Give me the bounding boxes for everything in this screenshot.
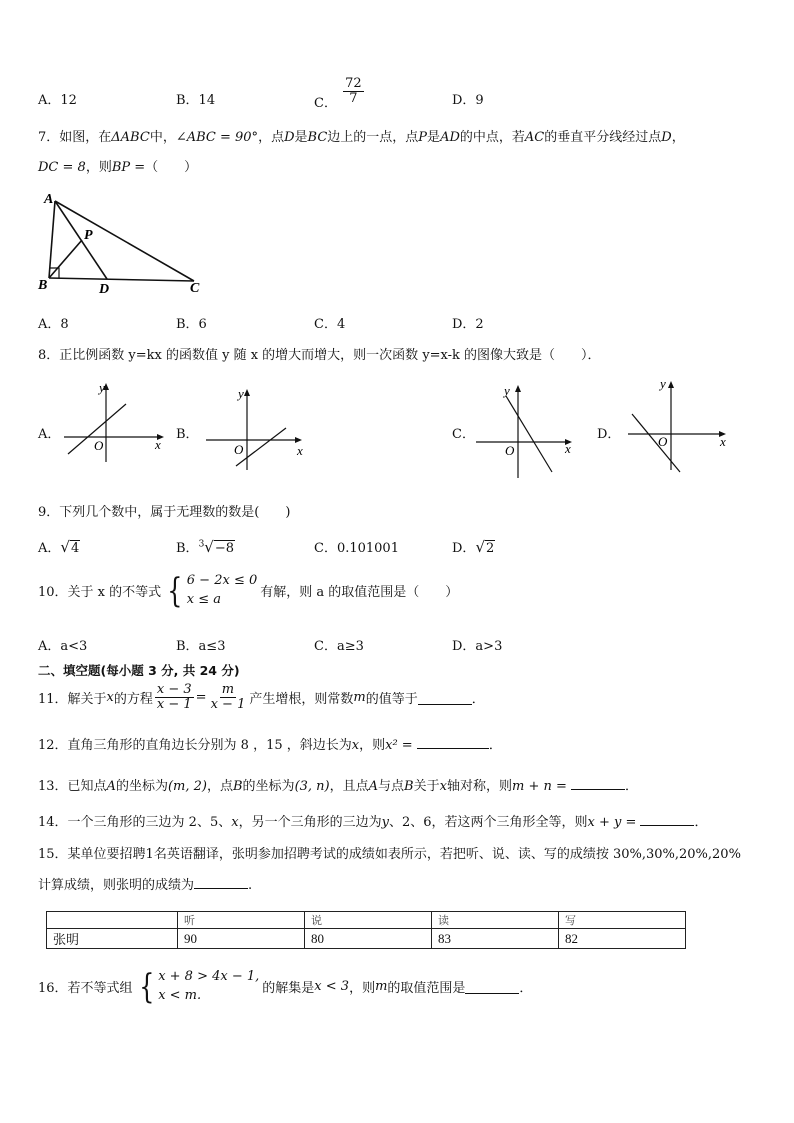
q15-line1: 15．某单位要招聘1名英语翻译，张明参加招聘考试的成绩如表所示，若把听、说、读、写的成绩按 30%,30%,20%,20% bbox=[38, 847, 741, 862]
q12-question: 12．直角三角形的直角边长分别为 8 ，15 ，斜边长为x，则x² = ． bbox=[38, 734, 502, 753]
section-heading: 二、填空题(每小题 3 分, 共 24 分) bbox=[38, 663, 240, 678]
axis-x-label: x bbox=[565, 441, 571, 456]
q10-option-c: C．a≥3 bbox=[314, 639, 364, 654]
table-row bbox=[47, 929, 686, 949]
q6-option-c bbox=[314, 76, 366, 111]
q8-graph-c bbox=[472, 380, 582, 480]
table-header-cell: 听 bbox=[178, 912, 305, 929]
q7-triangle-figure bbox=[36, 188, 211, 296]
table-cell: 90 bbox=[178, 929, 305, 949]
q8-question: 8．正比例函数 y=kx 的函数值 y 随 x 的增大而增大，则一次函数 y=x-k 的图像大致是（ ）． bbox=[38, 348, 601, 363]
axis-y-label: y bbox=[660, 376, 666, 391]
q7-label-a: A bbox=[44, 192, 54, 207]
q7-option-d: D．2 bbox=[452, 317, 484, 332]
q8-graph-b bbox=[198, 382, 313, 472]
q10-option-d: D．a>3 bbox=[452, 639, 503, 654]
sqrt-symbol: √ bbox=[475, 538, 485, 556]
q7-label-d: D bbox=[99, 282, 110, 296]
table-header-cell bbox=[47, 912, 178, 929]
table-header-cell: 说 bbox=[305, 912, 432, 929]
q10-option-b: B．a≤3 bbox=[176, 639, 226, 654]
q9-question: 9．下列几个数中，属于无理数的数是( ) bbox=[38, 505, 291, 520]
q8-label-b: B． bbox=[176, 427, 199, 442]
q9-option-c: C．0.101001 bbox=[314, 541, 399, 556]
q14-question: 14．一个三角形的三边为 2、5、x，另一个三角形的三边为y、2、6，若这两个三角形全等，则x + y = ． bbox=[38, 811, 708, 830]
q8-label-a: A． bbox=[38, 427, 61, 442]
axis-y-label: y bbox=[238, 386, 244, 401]
q7-option-a: A．8 bbox=[38, 317, 69, 332]
answer-blank[interactable] bbox=[571, 775, 625, 790]
q9-option-a: A．√4 bbox=[38, 538, 80, 556]
axis-y-label: y bbox=[99, 380, 105, 395]
q8-label-c: C． bbox=[452, 427, 475, 442]
table-cell: 83 bbox=[432, 929, 559, 949]
q16-inequality-system: { x + 8 > 4x − 1, x < m. bbox=[138, 966, 260, 1007]
table-cell: 张明 bbox=[47, 929, 178, 949]
q10-option-a: A．a<3 bbox=[38, 639, 88, 654]
origin-label: O bbox=[505, 443, 515, 458]
fraction-numerator: 72 bbox=[345, 76, 362, 91]
q15-line2: 计算成绩，则张明的成绩为 . bbox=[38, 874, 252, 893]
origin-label: O bbox=[94, 438, 104, 453]
q6-option-c-fraction bbox=[343, 77, 364, 105]
brace-symbol: { bbox=[138, 966, 154, 1007]
brace-symbol: { bbox=[167, 570, 183, 611]
table-cell: 80 bbox=[305, 929, 432, 949]
q6-option-a: A．12 bbox=[38, 93, 77, 108]
answer-blank[interactable] bbox=[418, 690, 472, 705]
table-header-row bbox=[47, 912, 686, 929]
answer-blank[interactable] bbox=[465, 979, 519, 994]
origin-label: O bbox=[658, 434, 668, 449]
table-cell: 82 bbox=[559, 929, 686, 949]
q7-option-c: C．4 bbox=[314, 317, 346, 332]
axis-y-label: y bbox=[504, 383, 510, 398]
q8-graph-a bbox=[60, 378, 172, 466]
fraction-denominator: 7 bbox=[349, 90, 358, 106]
axis-x-label: x bbox=[155, 437, 161, 452]
q13-question: 13．已知点A的坐标为(m, 2)，点B的坐标为(3, n)，且点A与点B关于x轴对称，则m + n = ． bbox=[38, 775, 638, 794]
q8-label-d: D． bbox=[597, 427, 621, 442]
q16-question: 16．若不等式组 { x + 8 > 4x − 1, x < m. 的解集是 x < 3 ，则 m 的取值范围是 ． bbox=[38, 966, 533, 1007]
answer-blank[interactable] bbox=[194, 874, 248, 889]
table-header-cell: 读 bbox=[432, 912, 559, 929]
q6-option-b: B．14 bbox=[176, 93, 216, 108]
q7-label-b: B bbox=[38, 278, 48, 293]
axis-x-label: x bbox=[720, 434, 726, 449]
q6-option-d: D．9 bbox=[452, 93, 484, 108]
q9-option-d: D．√2 bbox=[452, 538, 495, 556]
q10-inequality-system: { 6 − 2x ≤ 0 x ≤ a bbox=[167, 570, 258, 611]
q8-graph-d bbox=[622, 374, 732, 474]
q10-question: 10．关于 x 的不等式 { 6 − 2x ≤ 0 x ≤ a 有解，则 a 的取值范围是（ ） bbox=[38, 570, 459, 611]
q9-option-b: B．$^3$√−8 bbox=[176, 538, 235, 556]
origin-label: O bbox=[234, 442, 244, 457]
answer-blank[interactable] bbox=[640, 811, 694, 826]
q7-label-c: C bbox=[190, 281, 200, 296]
sqrt-symbol: √ bbox=[60, 538, 70, 556]
q15-score-table bbox=[46, 911, 686, 949]
axis-x-label: x bbox=[297, 443, 303, 458]
root-symbol: √ bbox=[204, 538, 214, 556]
q11-question: 11．解关于 x 的方程 $\frac{x - 3}{x - 1}$ = $\frac{m}{x - 1}$ 产生增根，则常数 m 的值等于 ． bbox=[38, 682, 485, 712]
answer-blank[interactable] bbox=[417, 734, 489, 749]
q6-option-c-prefix: C． bbox=[314, 95, 337, 111]
table-header-cell: 写 bbox=[559, 912, 686, 929]
q7-line1: 7．如图，在ΔABC中，∠ABC = 90°，点D是BC边上的一点，点P是AD的中点，若AC的垂直平分线经过点D， bbox=[38, 130, 685, 145]
q7-option-b: B．6 bbox=[176, 317, 207, 332]
q7-label-p: P bbox=[84, 228, 93, 243]
q7-line2: DC = 8，则BP =（ ） bbox=[38, 160, 198, 175]
